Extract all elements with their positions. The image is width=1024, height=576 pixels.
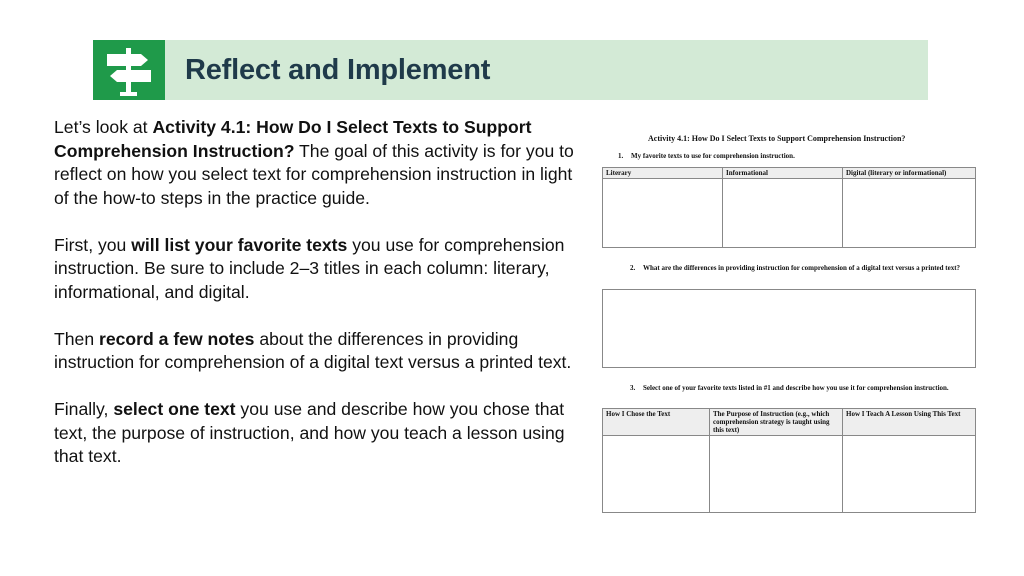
differences-notes-box[interactable] xyxy=(602,289,976,368)
table-row xyxy=(603,436,976,513)
column-header: Informational xyxy=(723,168,843,179)
question-3: 3. Select one of your favorite texts listed in #1 and describe how you use it for comprehension instruction. xyxy=(630,384,949,392)
paragraph-step-2: Then record a few notes about the differences in providing instruction for comprehension of a digital text versus a printed text. xyxy=(54,328,572,372)
entry-cell[interactable] xyxy=(603,436,710,513)
entry-cell[interactable] xyxy=(843,179,976,248)
paragraph-step-1: First, you will list your favorite texts you use for comprehension instruction. Be sure to include 2–3 titles in each column: literary, informational, and digital. xyxy=(54,234,565,302)
column-header: How I Teach A Lesson Using This Text xyxy=(843,409,976,436)
entry-cell[interactable] xyxy=(710,436,843,513)
column-header: Literary xyxy=(603,168,723,179)
favorite-texts-table xyxy=(602,167,976,248)
column-header: How I Chose the Text xyxy=(603,409,710,436)
worksheet-title: Activity 4.1: How Do I Select Texts to Support Comprehension Instruction? xyxy=(648,134,906,143)
column-header: The Purpose of Instruction (e.g., which comprehension strategy is taught using this text) xyxy=(710,409,843,436)
entry-cell[interactable] xyxy=(843,436,976,513)
question-2: 2. What are the differences in providing instruction for comprehension of a digital text versus a printed text? xyxy=(630,264,961,272)
selected-text-table xyxy=(602,408,976,513)
paragraph-step-3: Finally, select one text you use and describe how you chose that text, the purpose of instruction, and how you teach a lesson using that text. xyxy=(54,399,565,466)
table-header-row xyxy=(603,168,976,179)
entry-cell[interactable] xyxy=(723,179,843,248)
slide-title: Reflect and Implement xyxy=(185,54,491,86)
question-1: 1. My favorite texts to use for comprehension instruction. xyxy=(618,152,795,160)
column-header: Digital (literary or informational) xyxy=(843,168,976,179)
paragraph-intro: Let’s look at Activity 4.1: How Do I Select Texts to Support Comprehension Instruction? The goal of this activity is for you to reflect on how you select text for comprehension instruction in light of the how-to steps in the practice guide. xyxy=(54,117,574,208)
entry-cell[interactable] xyxy=(603,179,723,248)
table-row xyxy=(603,179,976,248)
activity-name: Activity 4.1: How Do I Select Texts to Support Comprehension Instruction? xyxy=(54,117,532,161)
signpost-icon xyxy=(93,40,165,100)
instructions-text xyxy=(54,116,589,492)
slide-header-banner xyxy=(93,40,928,100)
table-header-row xyxy=(603,409,976,436)
